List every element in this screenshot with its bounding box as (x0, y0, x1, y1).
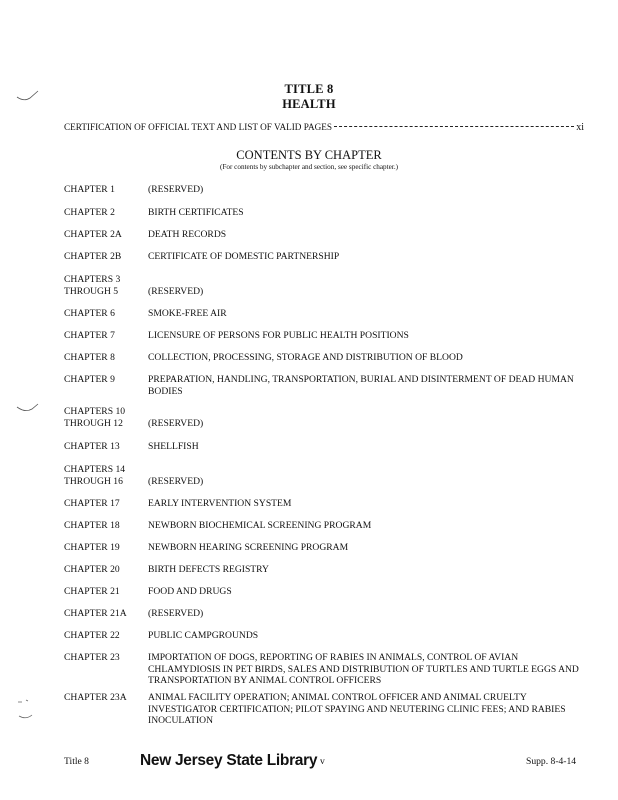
chapter-number: CHAPTER 2A (64, 229, 122, 240)
punch-mark-middle (16, 400, 40, 416)
chapter-title: EARLY INTERVENTION SYSTEM (148, 498, 292, 509)
chapter-number: CHAPTER 21 (64, 586, 120, 597)
chapter-number: CHAPTER 1 (64, 184, 115, 195)
title-line-2: HEALTH (282, 97, 336, 111)
chapter-number: CHAPTER 8 (64, 352, 115, 363)
chapter-title: NEWBORN BIOCHEMICAL SCREENING PROGRAM (148, 520, 372, 531)
contents-note: (For contents by subchapter and section, see specific chapter.) (219, 163, 399, 171)
chapter-title: LICENSURE OF PERSONS FOR PUBLIC HEALTH POSITIONS (148, 330, 409, 341)
chapter-title: NEWBORN HEARING SCREENING PROGRAM (148, 542, 349, 553)
chapter-number: CHAPTER 7 (64, 330, 115, 341)
chapter-number: CHAPTER 9 (64, 374, 115, 385)
chapter-title: (RESERVED) (148, 475, 204, 487)
chapter-title: PUBLIC CAMPGROUNDS (148, 630, 259, 641)
certification-line (64, 122, 584, 136)
footer-page-number: v (320, 756, 325, 767)
library-stamp: New Jersey State Library (140, 752, 318, 769)
chapter-number: CHAPTER 17 (64, 498, 120, 509)
chapter-title: IMPORTATION OF DOGS, REPORTING OF RABIES IN ANIMALS, CONTROL OF AVIAN CHLAMYDIOSIS IN PET BIRDS, SALES AND DISTRIBUTION OF TURTLES AND TURTLE EGGS AND TRANSPORTATION BY ANIMAL CONTROL OFFICERS (148, 652, 579, 686)
dotted-leader (334, 126, 574, 127)
chapter-number: CHAPTER 6 (64, 308, 115, 319)
chapter-title: ANIMAL FACILITY OPERATION; ANIMAL CONTROL OFFICER AND ANIMAL CRUELTY INVESTIGATOR CERTIFICATION; PILOT SPAYING AND NEUTERING CLINIC FEES; AND RABIES INOCULATION (148, 692, 566, 726)
chapter-title: PREPARATION, HANDLING, TRANSPORTATION, BURIAL AND DISINTERMENT OF DEAD HUMAN BODIES (148, 374, 574, 397)
chapter-title: (RESERVED) (148, 184, 204, 195)
footer-title: Title 8 (64, 756, 89, 767)
title-line-1: TITLE 8 (284, 82, 334, 96)
chapter-number: CHAPTER 18 (64, 520, 120, 531)
chapter-number: CHAPTER 2B (64, 251, 122, 262)
chapter-title: COLLECTION, PROCESSING, STORAGE AND DISTRIBUTION OF BLOOD (148, 352, 463, 363)
chapter-title: (RESERVED) (148, 285, 204, 297)
chapter-title: DEATH RECORDS (148, 229, 227, 240)
chapter-title: BIRTH CERTIFICATES (148, 207, 244, 218)
chapter-title: FOOD AND DRUGS (148, 586, 232, 597)
footer-supplement: Supp. 8-4-14 (526, 756, 577, 767)
punch-mark-bottom (16, 696, 42, 722)
certification-text: CERTIFICATION OF OFFICIAL TEXT AND LIST OF VALID PAGES (64, 122, 332, 132)
chapter-title: (RESERVED) (148, 608, 204, 619)
contents-heading: CONTENTS BY CHAPTER (236, 148, 382, 162)
chapter-title: BIRTH DEFECTS REGISTRY (148, 564, 269, 575)
chapter-title: CERTIFICATE OF DOMESTIC PARTNERSHIP (148, 251, 340, 262)
chapter-number: CHAPTER 23 (64, 652, 120, 663)
chapter-number: CHAPTER 13 (64, 441, 120, 452)
chapter-title: (RESERVED) (148, 417, 204, 429)
chapter-number: CHAPTERS 14 THROUGH 16 (64, 464, 126, 487)
chapter-number: CHAPTERS 3 THROUGH 5 (64, 274, 121, 297)
chapter-number: CHAPTER 20 (64, 564, 120, 575)
chapter-number: CHAPTERS 10 THROUGH 12 (64, 406, 126, 429)
chapter-title: SMOKE-FREE AIR (148, 308, 227, 319)
chapter-number: CHAPTER 19 (64, 542, 120, 553)
chapter-number: CHAPTER 2 (64, 207, 115, 218)
chapter-title: SHELLFISH (148, 441, 199, 452)
certification-page: xi (576, 122, 584, 133)
chapter-number: CHAPTER 21A (64, 608, 127, 619)
chapter-number: CHAPTER 23A (64, 692, 127, 703)
chapter-number: CHAPTER 22 (64, 630, 120, 641)
